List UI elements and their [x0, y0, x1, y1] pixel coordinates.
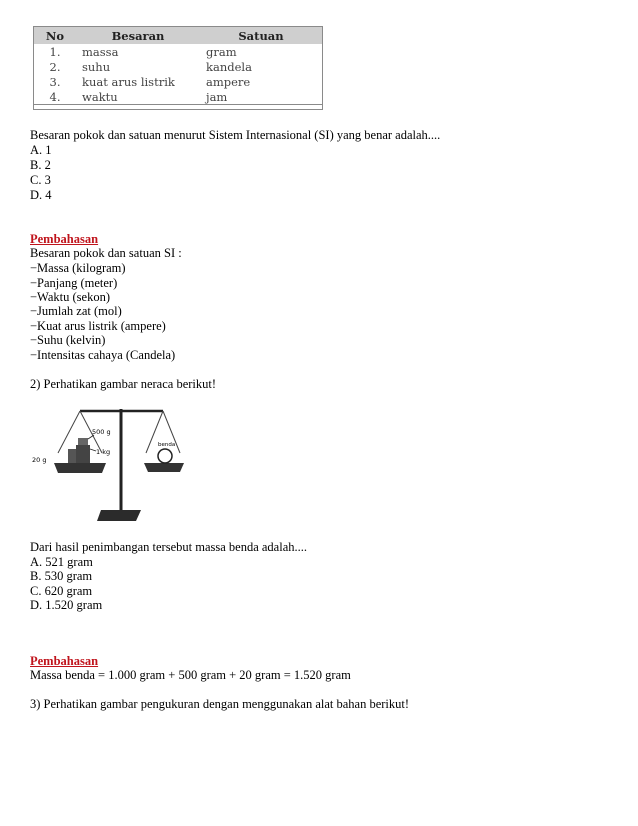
table-cell: gram	[206, 44, 237, 59]
pembahasan-1-item: −Massa (kilogram)	[30, 261, 126, 275]
label-1kg: 1 kg	[96, 448, 111, 456]
label-500g: 500 g	[92, 428, 111, 436]
question-2-intro: 2) Perhatikan gambar neraca berikut!	[30, 377, 217, 391]
table-cell: suhu	[82, 59, 111, 74]
question-1-text: Besaran pokok dan satuan menurut Sistem Internasional (SI) yang benar adalah....	[30, 128, 441, 142]
table-header-row	[34, 27, 322, 44]
pembahasan-1-item: −Jumlah zat (mol)	[30, 304, 122, 318]
pembahasan-1-item: −Kuat arus listrik (ampere)	[30, 319, 166, 333]
table-cell: waktu	[76, 89, 200, 105]
question-1-option-c: C. 3	[30, 173, 51, 187]
question-2-option-a: A. 521 gram	[30, 555, 93, 569]
table-row	[34, 74, 322, 89]
pembahasan-1-item: −Suhu (kelvin)	[30, 333, 106, 347]
benda-object	[158, 449, 172, 463]
pembahasan-1-item: −Intensitas cahaya (Candela)	[30, 348, 176, 362]
scale-base	[97, 510, 141, 521]
table-row	[34, 89, 322, 105]
pembahasan-2-text: Massa benda = 1.000 gram + 500 gram + 20 gram = 1.520 gram	[30, 668, 351, 682]
table-header-satuan: Satuan	[200, 27, 322, 44]
question-3-intro: 3) Perhatikan gambar pengukuran dengan menggunakan alat bahan berikut!	[30, 697, 410, 711]
question-1-option-d: D. 4	[30, 188, 52, 202]
table-cell: ampere	[206, 74, 251, 89]
table-row	[34, 59, 322, 74]
question-2-option-d: D. 1.520 gram	[30, 598, 103, 612]
label-20g: 20 g	[32, 456, 47, 464]
left-pan	[54, 463, 106, 473]
balance-scale-figure	[30, 403, 205, 525]
weight-20g	[68, 449, 76, 463]
right-pan	[144, 463, 184, 472]
pembahasan-1-intro: Besaran pokok dan satuan SI :	[30, 246, 182, 260]
si-table	[34, 27, 322, 105]
table-cell: kandela	[206, 59, 252, 74]
question-1-option-a: A. 1	[30, 143, 52, 157]
table-cell: 2.	[49, 59, 61, 74]
question-2-option-b: B. 530 gram	[30, 569, 93, 583]
weight-500g	[78, 438, 88, 445]
pembahasan-1-item: −Waktu (sekon)	[30, 290, 110, 304]
weight-1kg	[76, 445, 90, 463]
pembahasan-2-heading: Pembahasan	[30, 654, 99, 668]
table-cell: 4.	[34, 89, 76, 105]
table-cell: jam	[200, 89, 322, 105]
pembahasan-1-item: −Panjang (meter)	[30, 276, 118, 290]
table-cell: 3.	[49, 74, 61, 89]
question-2-text: Dari hasil penimbangan tersebut massa benda adalah....	[30, 540, 307, 554]
pembahasan-1-heading: Pembahasan	[30, 232, 99, 246]
table-cell: kuat arus listrik	[82, 74, 175, 89]
table-header-besaran: Besaran	[76, 27, 200, 44]
question-1-option-b: B. 2	[30, 158, 51, 172]
table-row	[34, 44, 322, 59]
label-benda: benda	[158, 442, 176, 448]
question-2-option-c: C. 620 gram	[30, 584, 93, 598]
si-table-container	[33, 26, 323, 110]
table-cell: massa	[82, 44, 119, 59]
table-cell: 1.	[49, 44, 61, 59]
table-header-no: No	[34, 27, 76, 44]
